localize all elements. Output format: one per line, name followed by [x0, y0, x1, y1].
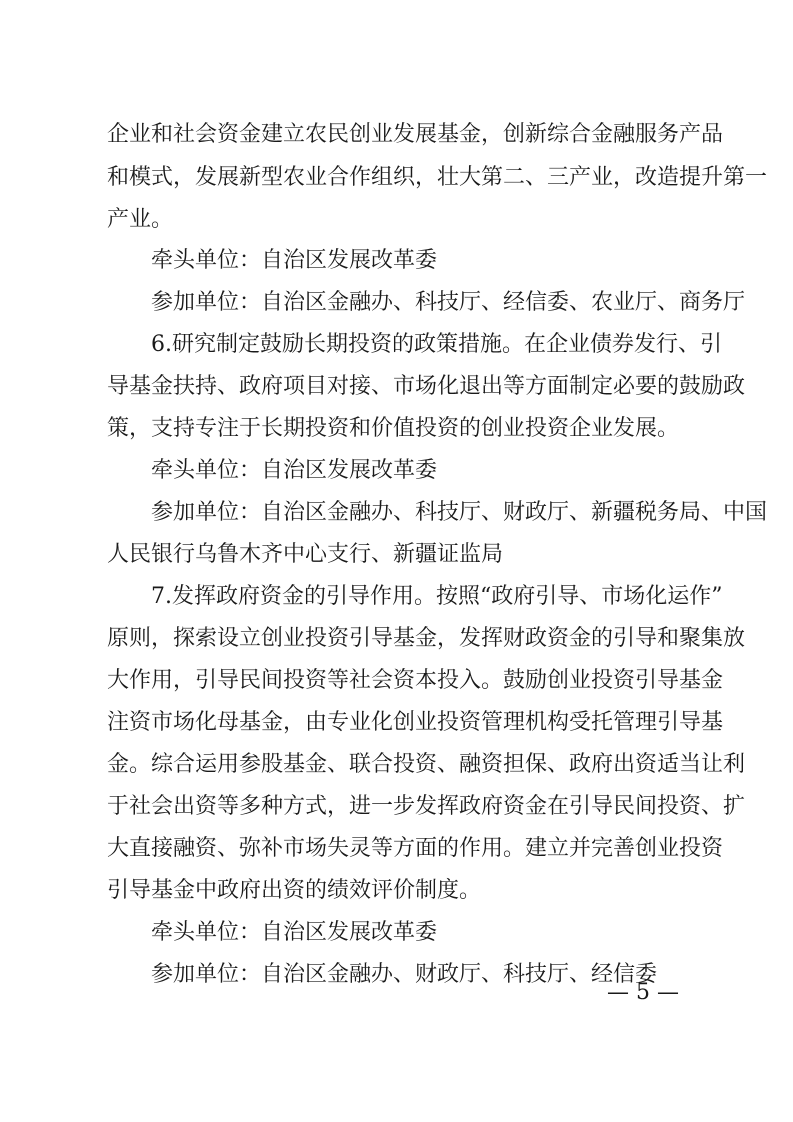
item-7-heading-line: 7.发挥政府资金的引导作用。按照“政府引导、市场化运作” — [151, 584, 723, 609]
body-line: 和模式，发展新型农业合作组织，壮大第二、三产业，改造提升第一 — [107, 165, 768, 190]
body-line: 注资市场化母基金，由专业化创业投资管理机构受托管理引导基 — [107, 710, 724, 735]
body-line: 导基金扶持、政府项目对接、市场化退出等方面制定必要的鼓励政 — [107, 374, 746, 399]
lead-unit-line: 牵头单位：自治区发展改革委 — [151, 248, 438, 273]
body-line: 于社会出资等多种方式，进一步发挥政府资金在引导民间投资、扩 — [107, 794, 746, 819]
participating-unit-line: 参加单位：自治区金融办、科技厅、经信委、农业厅、商务厅 — [151, 290, 746, 315]
body-line: 金。综合运用参股基金、联合投资、融资担保、政府出资适当让利 — [107, 752, 746, 777]
lead-unit-line: 牵头单位：自治区发展改革委 — [151, 920, 438, 945]
body-line: 原则，探索设立创业投资引导基金，发挥财政资金的引导和聚集放 — [107, 626, 746, 651]
item-6-heading-line: 6.研究制定鼓励长期投资的政策措施。在企业债券发行、引 — [151, 332, 722, 357]
participating-unit-line: 参加单位：自治区金融办、财政厅、科技厅、经信委 — [151, 962, 658, 987]
body-line: 引导基金中政府出资的绩效评价制度。 — [107, 878, 482, 903]
body-line: 人民银行乌鲁木齐中心支行、新疆证监局 — [107, 542, 504, 567]
page-number: — 5 — — [607, 980, 679, 1005]
body-line: 策，支持专注于长期投资和价值投资的创业投资企业发展。 — [107, 416, 680, 441]
lead-unit-line: 牵头单位：自治区发展改革委 — [151, 458, 438, 483]
body-line: 大作用，引导民间投资等社会资本投入。鼓励创业投资引导基金 — [107, 668, 724, 693]
body-line: 企业和社会资金建立农民创业发展基金，创新综合金融服务产品 — [107, 122, 724, 147]
participating-unit-line: 参加单位：自治区金融办、科技厅、财政厅、新疆税务局、中国 — [151, 500, 768, 525]
body-line: 产业。 — [107, 207, 174, 232]
body-line: 大直接融资、弥补市场失灵等方面的作用。建立并完善创业投资 — [107, 836, 724, 861]
